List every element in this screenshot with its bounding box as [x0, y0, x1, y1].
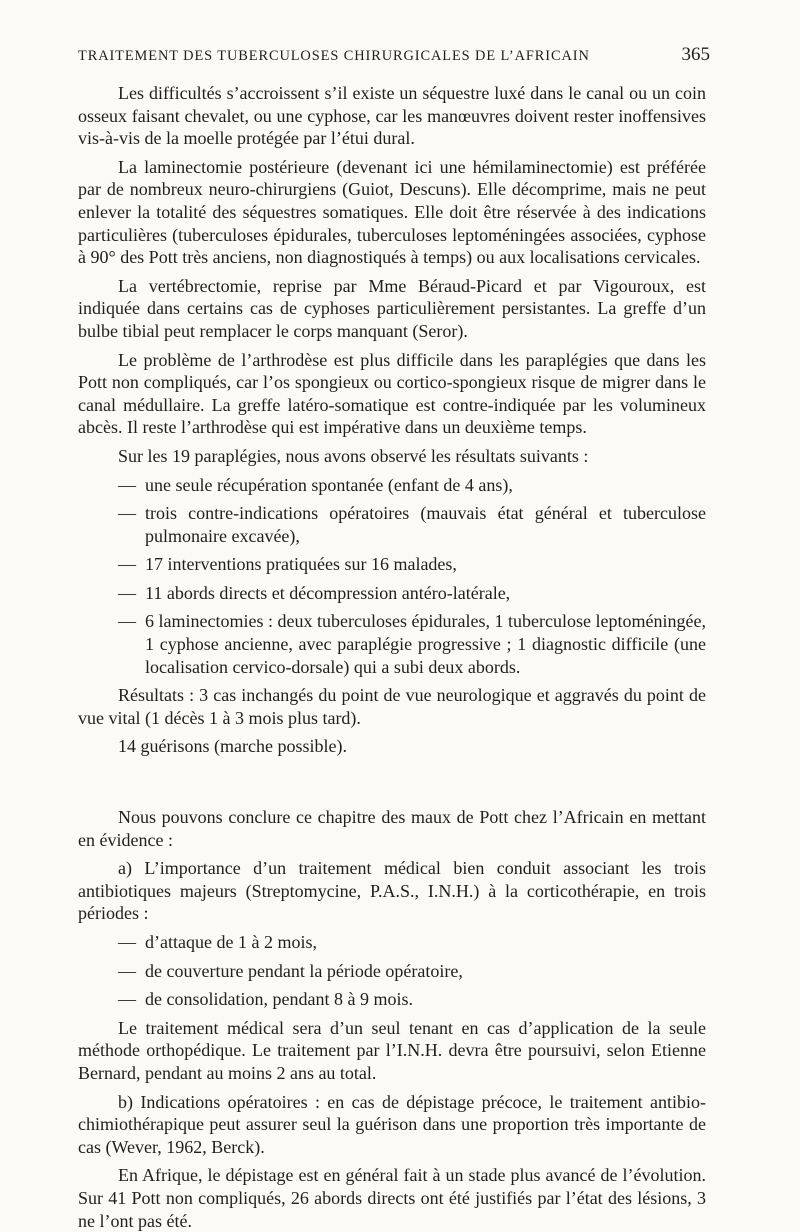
dash: — [118, 554, 136, 575]
dash: — [118, 932, 136, 952]
list-item-text: 11 abords directs et décompression antéro-latérale, [145, 582, 511, 603]
list-item-text: d’attaque de 1 à 2 mois, [145, 932, 317, 952]
paragraph: La vertébrectomie, reprise par Mme Béraud-Picard et par Vigouroux, est indiquée dans certains cas de cyphoses particulièrement persistantes. La greffe d’un bulbe tibial peut remplacer le corps manquant (Seror). [78, 275, 706, 341]
dash: — [118, 503, 136, 524]
paragraph: Résultats : 3 cas inchangés du point de vue neurologique et aggravés du point de vue vital (1 décès 1 à 3 mois plus tard). [78, 685, 706, 728]
list-item [78, 931, 706, 954]
page-body [78, 82, 706, 1232]
list-item-text: trois contre-indications opératoires (mauvais état général et tuberculose pulmonaire excavée), [145, 503, 706, 546]
dash: — [118, 582, 136, 603]
list-item-text: une seule récupération spontanée (enfant de 4 ans), [145, 474, 513, 495]
list-item [78, 474, 706, 497]
paragraph: La laminectomie postérieure (devenant ici une hémilaminectomie) est préférée par de nombreux neuro-chirurgiens (Guiot, Descuns). Elle décomprime, mais ne peut enlever la totalité des séquestres somatiques. Elle doit être réservée à des indications particulières (tuberculoses épidurales, tuberculoses leptoméningées associées, cyphose à 90° des Pott très anciens, non diagnostiqués à temps) ou aux localisations cervicales. [78, 156, 706, 268]
list-item [78, 610, 706, 678]
paragraph: Les difficultés s’accroissent s’il existe un séquestre luxé dans le canal ou un coin osseux faisant chevalet, ou une cyphose, car les manœuvres doivent rester inoffensives vis-à-vis de la moelle protégée par l’étui dural. [78, 83, 706, 149]
dash: — [118, 960, 136, 981]
paragraph: a) L’importance d’un traitement médical bien conduit associant les trois antibiotiques majeurs (Streptomycine, P.A.S., I.N.H.) à la corticothérapie, en trois périodes : [78, 858, 706, 924]
dash: — [118, 989, 136, 1010]
paragraph: b) Indications opératoires : en cas de dépistage précoce, le traitement antibio-chimiothérapique peut assurer seul la guérison dans une proportion très importante de cas (Wever, 1962, Berck). [78, 1091, 706, 1157]
paragraph: En Afrique, le dépistage est en général fait à un stade plus avancé de l’évolution. Sur 41 Pott non compliqués, 26 abords directs ont été justifiés par l’état des lésions, 3 ne l’ont pas été. [78, 1165, 706, 1231]
list-item [78, 502, 706, 547]
list-item-text: de couverture pendant la période opératoire, [145, 960, 463, 981]
list-item [78, 582, 706, 605]
paragraph: 14 guérisons (marche possible). [118, 736, 347, 757]
list-item [78, 988, 706, 1011]
periods-list [78, 931, 706, 1011]
running-title: TRAITEMENT DES TUBERCULOSES CHIRURGICALES DE L’AFRICAIN [78, 48, 590, 64]
list-item-text: 17 interventions pratiquées sur 16 malades, [145, 554, 457, 575]
list-item [78, 553, 706, 576]
dash: — [118, 611, 136, 632]
paragraph: Sur les 19 paraplégies, nous avons observé les résultats suivants : [118, 445, 589, 466]
page-header [78, 44, 710, 72]
list-item-text: de consolidation, pendant 8 à 9 mois. [145, 989, 413, 1010]
page-number: 365 [681, 44, 710, 65]
paragraph: Nous pouvons conclure ce chapitre des maux de Pott chez l’Africain en mettant en évidence : [78, 807, 706, 850]
dash: — [118, 474, 136, 495]
paragraph: Le traitement médical sera d’un seul tenant en cas d’application de la seule méthode orthopédique. Le traitement par l’I.N.H. devra être poursuivi, selon Etienne Bernard, pendant au moins 2 ans au total. [78, 1017, 706, 1083]
results-list [78, 474, 706, 679]
list-item [78, 960, 706, 983]
list-item-text: 6 laminectomies : deux tuberculoses épidurales, 1 tuberculose leptoméningée, 1 cyphose ancienne, avec paraplégie progressive ; 1 diagnostic difficile (une localisation cervico-dorsale) qui a subi deux abords. [145, 611, 706, 677]
paragraph: Le problème de l’arthrodèse est plus difficile dans les paraplégies que dans les Pott non compliqués, car l’os spongieux ou cortico-spongieux risque de migrer dans le canal médullaire. La greffe latéro-somatique est contre-indiquée par les volumineux abcès. Il reste l’arthrodèse qui est impérative dans un deuxième temps. [78, 349, 706, 438]
